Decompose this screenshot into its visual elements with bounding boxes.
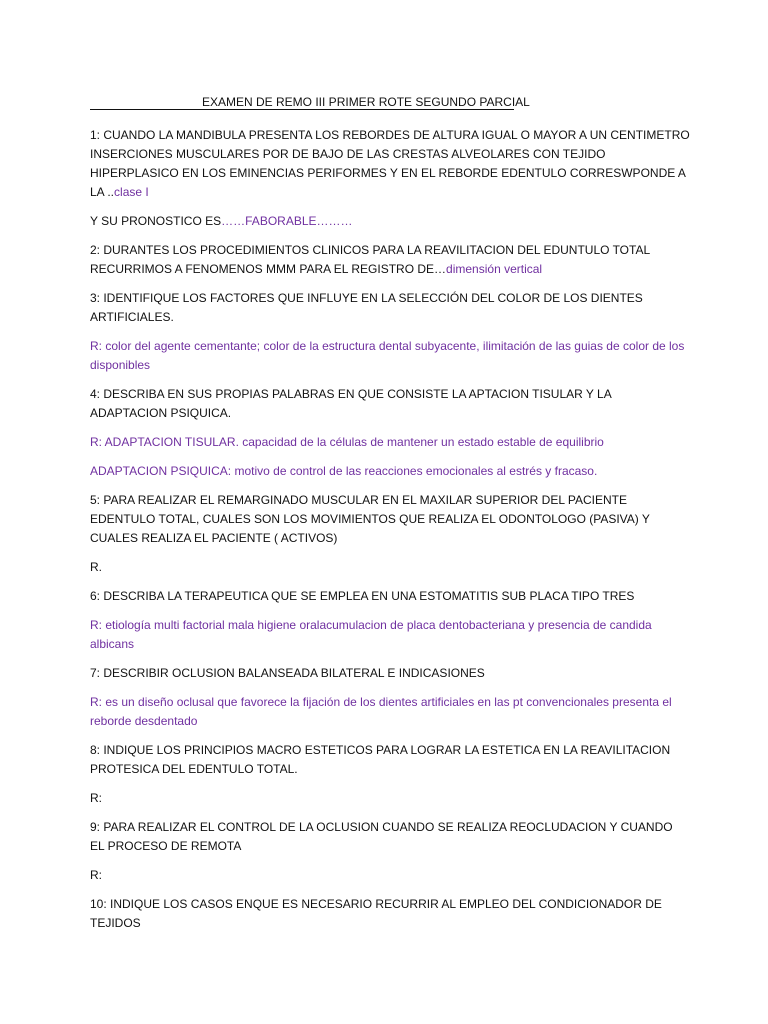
question-9: 9: PARA REALIZAR EL CONTROL DE LA OCLUSION CUANDO SE REALIZA REOCLUDACION Y CUANDO EL PROCESO DE REMOTA [90, 820, 673, 853]
question-4: 4: DESCRIBA EN SUS PROPIAS PALABRAS EN QUE CONSISTE LA APTACION TISULAR Y LA ADAPTACION PSIQUICA. [90, 387, 612, 420]
question-1b-answer: ……FABORABLE……… [221, 214, 353, 228]
answer-3: R: color del agente cementante; color de la estructura dental subyacente, ilimitación de las guias de color de los disponibles [90, 339, 685, 372]
question-5: 5: PARA REALIZAR EL REMARGINADO MUSCULAR EN EL MAXILAR SUPERIOR DEL PACIENTE EDENTULO TOTAL, CUALES SON LOS MOVIMIENTOS QUE REALIZA EL ODONTOLOGO (PASIVA) Y CUALES REALIZA EL PACIENTE ( ACTIVOS) [90, 493, 650, 545]
question-2 [90, 241, 690, 279]
question-10: 10: INDIQUE LOS CASOS ENQUE ES NECESARIO RECURRIR AL EMPLEO DEL CONDICIONADOR DE TEJIDOS [90, 897, 662, 930]
question-3: 3: IDENTIFIQUE LOS FACTORES QUE INFLUYE EN LA SELECCIÓN DEL COLOR DE LOS DIENTES ARTIFICIALES. [90, 291, 643, 324]
document-title: EXAMEN DE REMO III PRIMER ROTE SEGUNDO PARCIAL [202, 95, 530, 109]
title-underline [90, 95, 530, 110]
question-1b-text: Y SU PRONOSTICO ES [90, 214, 222, 228]
document-page [90, 95, 690, 943]
question-1b [90, 212, 690, 231]
answer-4-psiquica: ADAPTACION PSIQUICA: motivo de control de las reacciones emocionales al estrés y fracaso. [90, 464, 598, 478]
question-2-text: 2: DURANTES LOS PROCEDIMIENTOS CLINICOS PARA LA REAVILITACION DEL EDUNTULO TOTAL RECURRIMOS A FENOMENOS MMM PARA EL REGISTRO DE… [90, 243, 650, 276]
answer-5: R. [90, 560, 102, 574]
answer-8: R: [90, 791, 102, 805]
answer-6: R: etiología multi factorial mala higiene oralacumulacion de placa dentobacteriana y presencia de candida albicans [90, 618, 652, 651]
question-8: 8: INDIQUE LOS PRINCIPIOS MACRO ESTETICOS PARA LOGRAR LA ESTETICA EN LA REAVILITACION PROTESICA DEL EDENTULO TOTAL. [90, 743, 671, 776]
answer-9: R: [90, 868, 102, 882]
question-6: 6: DESCRIBA LA TERAPEUTICA QUE SE EMPLEA EN UNA ESTOMATITIS SUB PLACA TIPO TRES [90, 589, 635, 603]
question-2-answer: dimensión vertical [446, 262, 543, 276]
question-1 [90, 126, 690, 202]
answer-4-tisular: R: ADAPTACION TISULAR. capacidad de la células de mantener un estado estable de equilibrio [90, 435, 604, 449]
question-1-answer: clase I [114, 185, 149, 199]
answer-7: R: es un diseño oclusal que favorece la fijación de los dientes artificiales en las pt convencionales presenta el reborde desdentado [90, 695, 672, 728]
question-1-text: 1: CUANDO LA MANDIBULA PRESENTA LOS REBORDES DE ALTURA IGUAL O MAYOR A UN CENTIMETRO INSERCIONES MUSCULARES POR DE BAJO DE LAS CRESTAS ALVEOLARES CON TEJIDO HIPERPLASICO EN LOS EMINENCIAS PERIFORMES Y EN EL REBORDE EDENTULO CORRESWPONDE A LA .. [90, 128, 690, 199]
question-7: 7: DESCRIBIR OCLUSION BALANSEADA BILATERAL E INDICASIONES [90, 666, 485, 680]
